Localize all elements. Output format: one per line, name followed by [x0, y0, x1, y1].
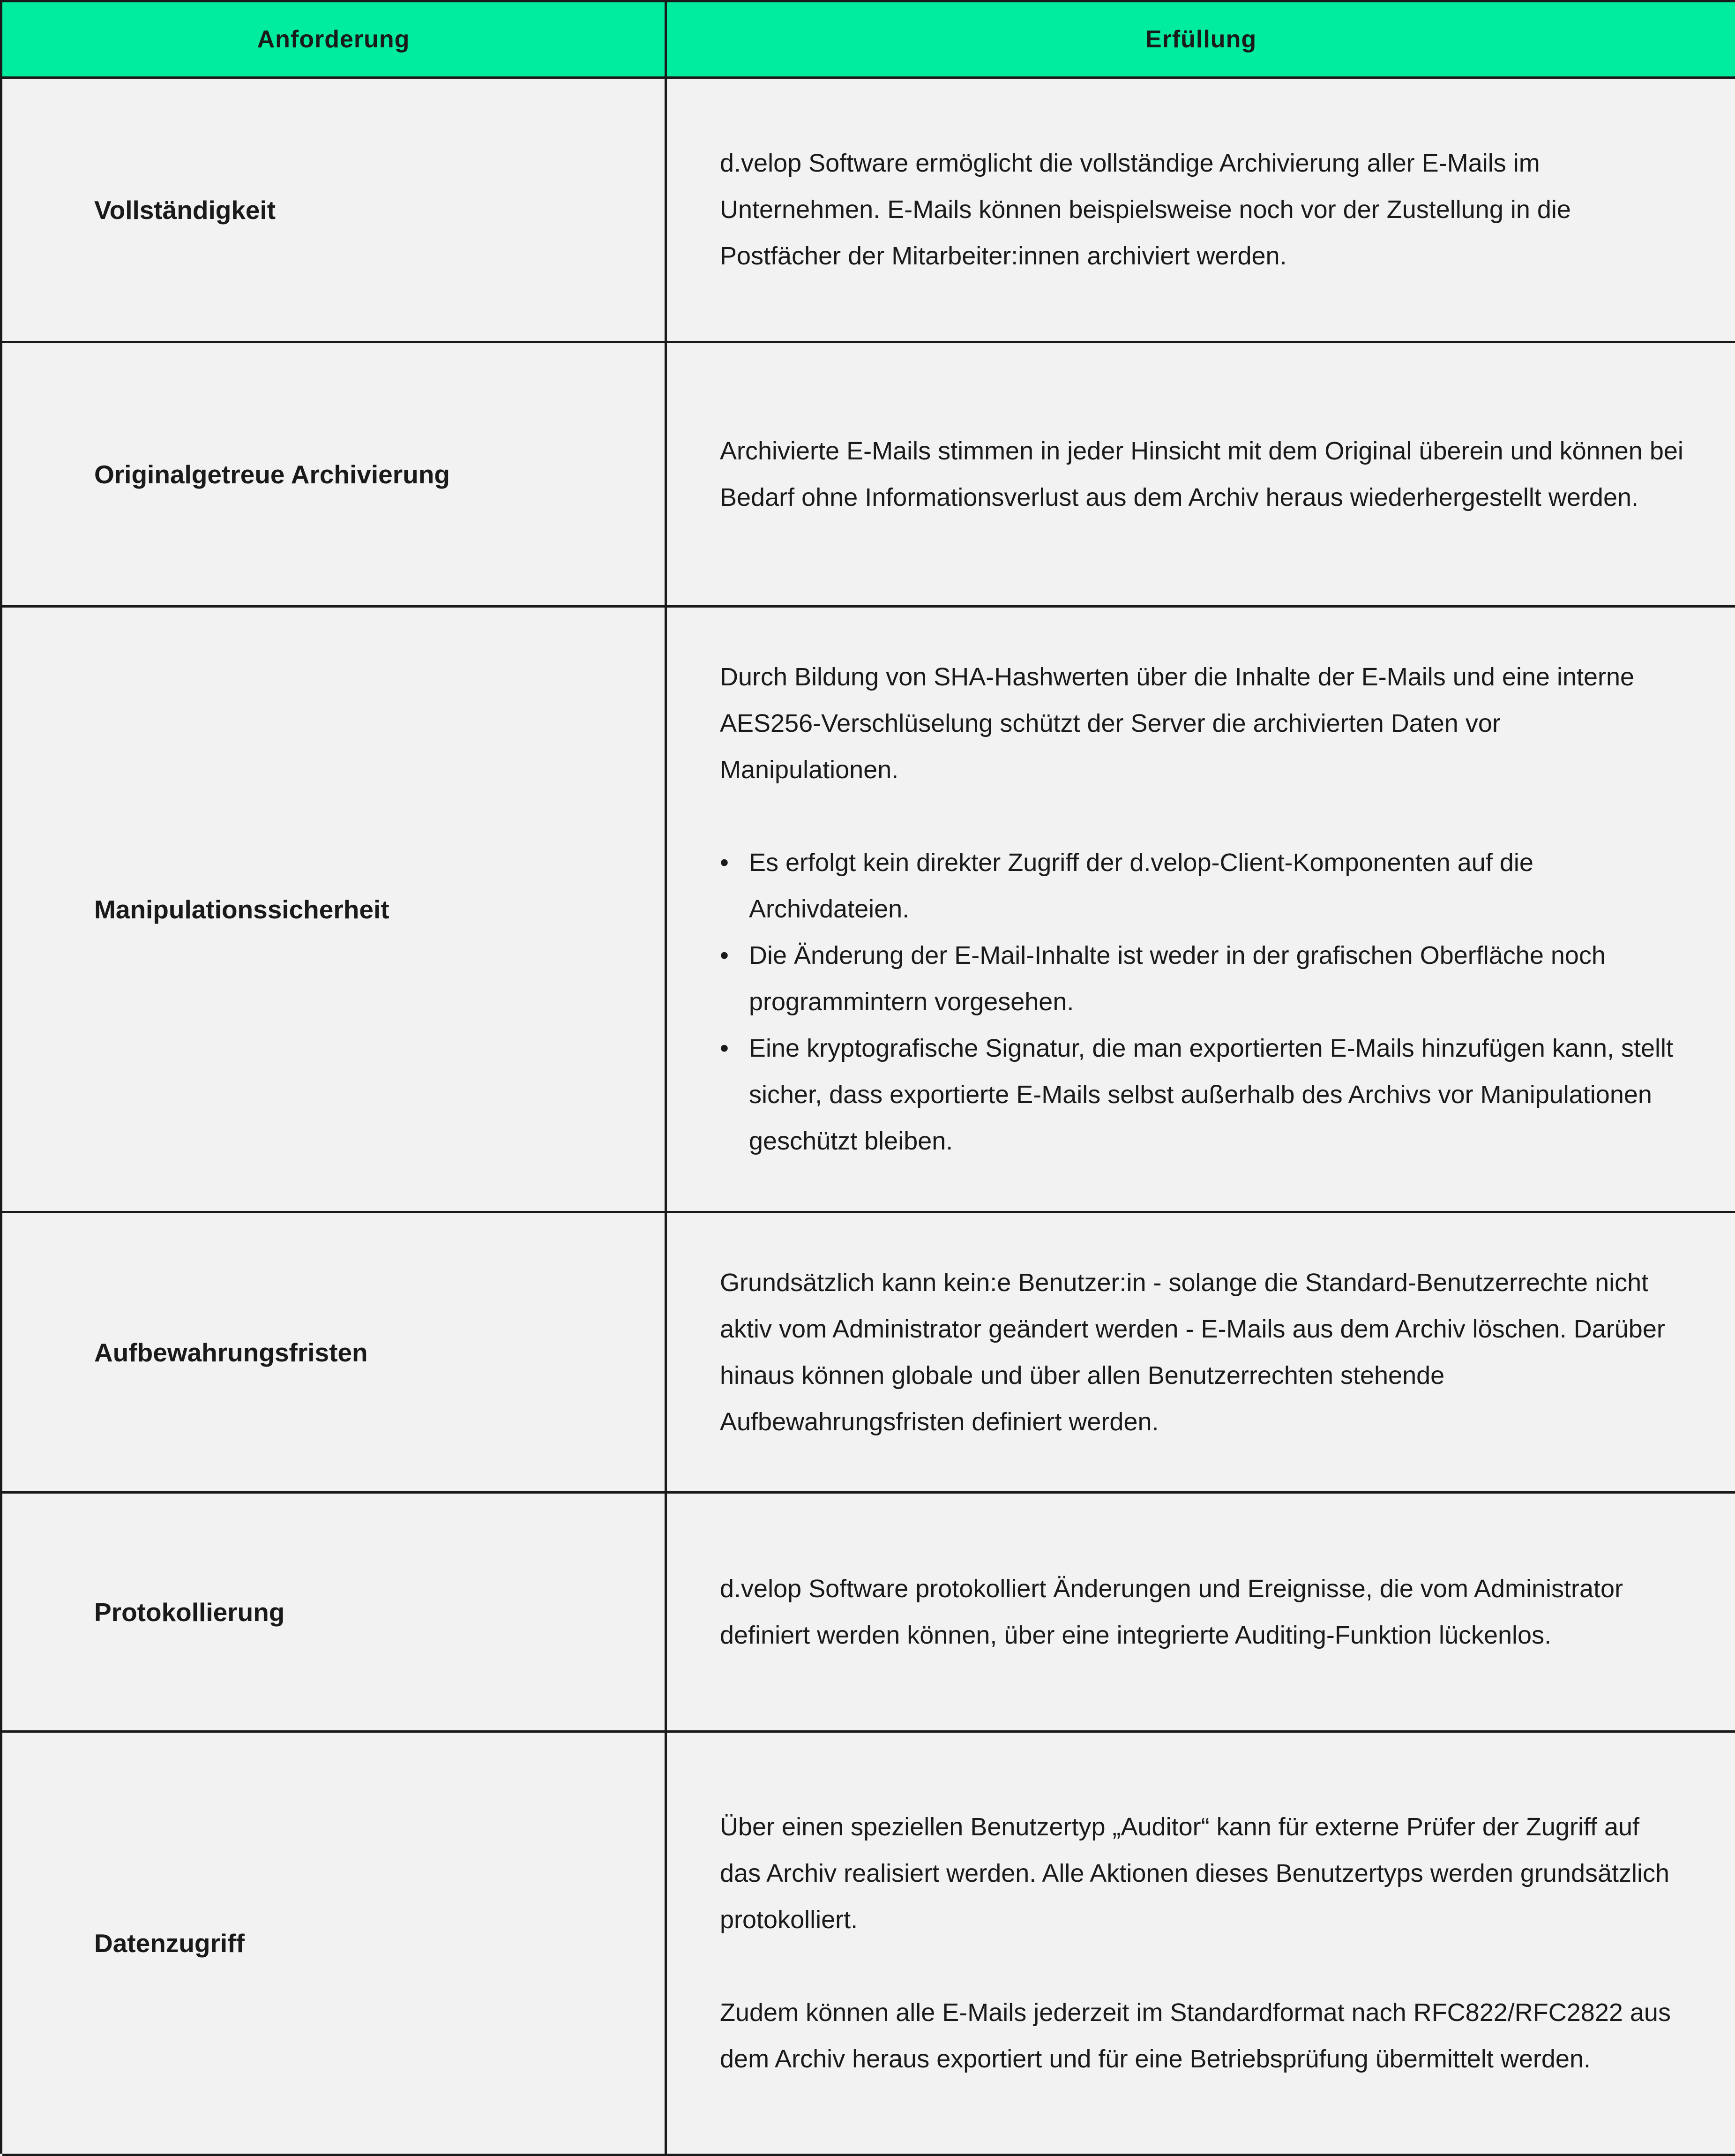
requirement-cell: Manipulationssicherheit [2, 608, 667, 1213]
fulfillment-text: d.velop Software ermöglicht die vollständige Archivierung aller E-Mails im Unternehmen. E-Mails können beispielsweise noch vor der Zustellung in die Postfächer der Mitarbeiter:innen archiviert werden. [720, 149, 1571, 270]
bullet-icon: • [720, 941, 729, 969]
header-requirement: Anforderung [2, 2, 667, 79]
fulfillment-text: d.velop Software protokolliert Änderungen und Ereignisse, die vom Administrator definiert werden können, über eine integrierte Auditing-Funktion lückenlos. [720, 1574, 1623, 1649]
fulfillment-cell [667, 1494, 1735, 1733]
bullet-icon: • [720, 849, 729, 877]
paragraph-spacer [720, 793, 1683, 840]
fulfillment-text: Durch Bildung von SHA-Hashwerten über die Inhalte der E-Mails und eine interne AES256-Verschlüselung schützt der Server die archivierten Daten vor Manipulationen. [720, 663, 1635, 784]
bullet-icon: • [720, 1034, 729, 1062]
requirement-cell: Vollständigkeit [2, 79, 667, 343]
fulfillment-cell [667, 343, 1735, 608]
fulfillment-cell [667, 1213, 1735, 1494]
requirement-cell: Originalgetreue Archivierung [2, 343, 667, 608]
bullet-text: Es erfolgt kein direkter Zugriff der d.velop-Client-Komponenten auf die Archivdateien. [749, 849, 1533, 923]
header-fulfillment: Erfüllung [667, 2, 1735, 79]
fulfillment-cell [667, 79, 1735, 343]
bullet-item [720, 840, 1683, 932]
bullet-list [720, 840, 1683, 1164]
fulfillment-text: Archivierte E-Mails stimmen in jeder Hinsicht mit dem Original überein und können bei Bedarf ohne Informationsverlust aus dem Archiv heraus wiederhergestellt werden. [720, 436, 1683, 511]
bullet-text: Eine kryptografische Signatur, die man exportierten E-Mails hinzufügen kann, stellt sicher, dass exportierte E-Mails selbst außerhalb des Archivs vor Manipulationen geschützt bleiben. [749, 1034, 1674, 1155]
fulfillment-text: Über einen speziellen Benutzertyp „Auditor“ kann für externe Prüfer der Zugriff auf das Archiv realisiert werden. Alle Aktionen dieses Benutzertyps werden grundsätzlich protokolliert. [720, 1813, 1670, 1934]
fulfillment-text: Zudem können alle E-Mails jederzeit im Standardformat nach RFC822/RFC2822 aus dem Archiv heraus exportiert und für eine Betriebsprüfung übermittelt werden. [720, 1998, 1671, 2073]
fulfillment-cell [667, 608, 1735, 1213]
fulfillment-text: Grundsätzlich kann kein:e Benutzer:in - solange die Standard-Benutzerrechte nicht aktiv vom Administrator geändert werden - E-Mails aus dem Archiv löschen. Darüber hinaus können globale und über allen Benutzerrechten stehende Aufbewahrungsfristen definiert werden. [720, 1268, 1665, 1436]
bullet-item [720, 1025, 1683, 1164]
requirement-cell: Datenzugriff [2, 1733, 667, 2156]
bullet-item [720, 932, 1683, 1025]
paragraph-spacer [720, 1943, 1683, 1990]
fulfillment-cell [667, 1733, 1735, 2156]
requirement-cell: Aufbewahrungsfristen [2, 1213, 667, 1494]
bullet-text: Die Änderung der E-Mail-Inhalte ist weder in der grafischen Oberfläche noch programmintern vorgesehen. [749, 941, 1606, 1016]
requirement-cell: Protokollierung [2, 1494, 667, 1733]
